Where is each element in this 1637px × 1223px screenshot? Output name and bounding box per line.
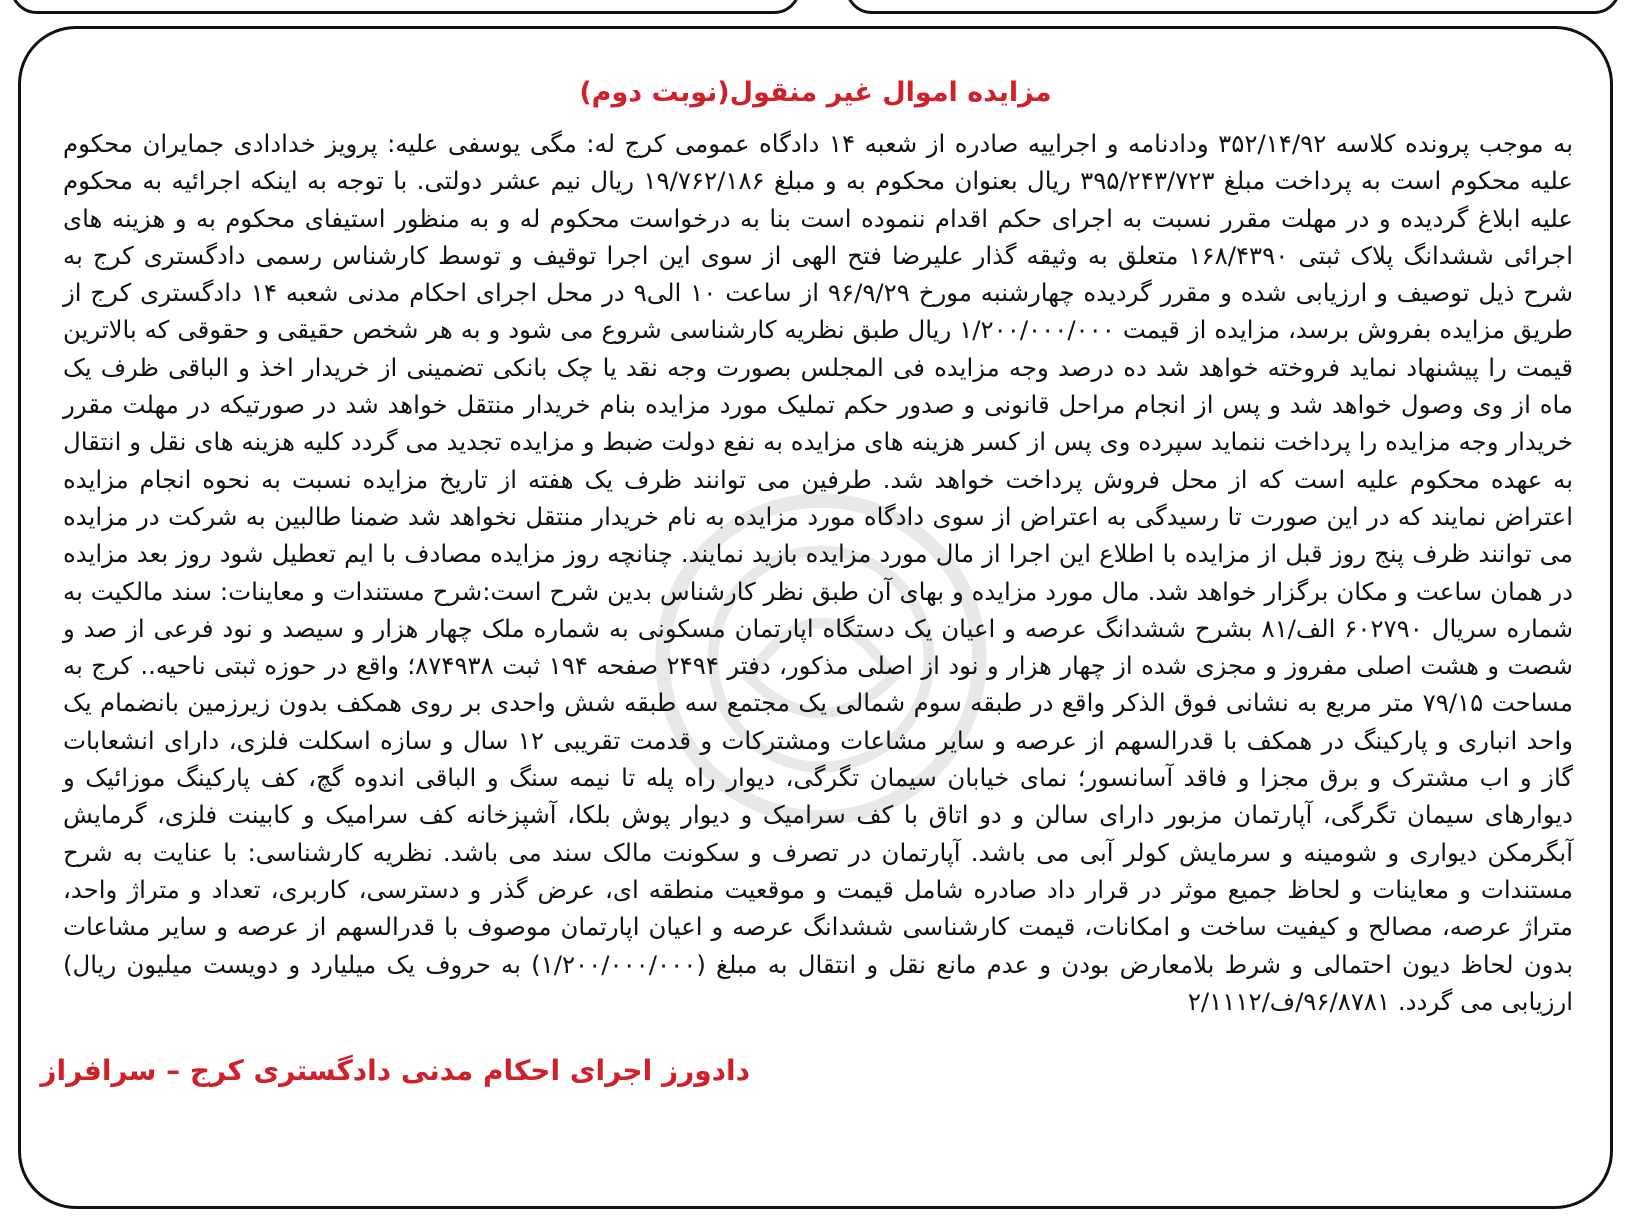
previous-notice-box-right xyxy=(845,0,1621,14)
previous-notice-box-left xyxy=(10,0,801,14)
notice-frame xyxy=(18,26,1613,1209)
notice-signature: دادورز اجرای احکام مدنی دادگستری کرج – سرافراز xyxy=(40,1054,750,1087)
notice-title: مزایده اموال غیر منقول(نوبت دوم) xyxy=(579,77,1052,108)
notice-body: به موجب پرونده کلاسه ۳۵۲/۱۴/۹۲ ودادنامه و اجراییه صادره از شعبه ۱۴ دادگاه عمومی کرج له: مگی یوسفی علیه: پرویز خدادادی جمایران محکوم علیه محکوم است به پرداخت مبلغ ۳۹۵/۲۴۳/۷۲۳ ریال بعنوان محکوم به و مبلغ ۱۹/۷۶۲/۱۸۶ ریال نیم عشر دولتی. با توجه به اینکه اجرائیه به محکوم علیه ابلاغ گردیده و در مهلت مقرر نسبت به اجرای حکم اقدام ننموده است بنا به درخواست محکوم له و به منظور استیفای محکوم به و هزینه های اجرائی ششدانگ پلاک ثبتی ۱۶۸/۴۳۹۰ متعلق به وثیقه گذار علیرضا فتح الهی از سوی این اجرا توقیف و توسط کارشناس رسمی دادگستری کرج به شرح ذیل توصیف و ارزیابی شده و مقرر گردیده چهارشنبه مورخ ۹۶/۹/۲۹ از ساعت ۱۰ الی۹ در محل اجرای احکام مدنی شعبه ۱۴ دادگستری کرج از طریق مزایده بفروش برسد، مزایده از قیمت ۱/۲۰۰/۰۰۰/۰۰۰ ریال طبق نظریه کارشناسی شروع می شود و به هر شخص حقیقی و حقوقی که بالاترین قیمت را پیشنهاد نماید فروخته خواهد شد ده درصد وجه مزایده فی المجلس بصورت وجه نقد یا چک بانکی تضمینی از خریدار اخذ و الباقی ظرف یک ماه از وی وصول خواهد شد و پس از انجام مراحل قانونی و صدور حکم تملیک مورد مزایده بنام خریدار منتقل خواهد شد در صورتیکه در مهلت مقرر خریدار وجه مزایده را پرداخت ننماید سپرده وی پس از کسر هزینه های مزایده به نفع دولت ضبط و مزایده تجدید می گردد کلیه هزینه های نقل و انتقال به عهده محکوم علیه است که از محل فروش پرداخت خواهد شد. طرفین می توانند ظرف یک هفته از تاریخ مزایده نسبت به نحوه انجام مزایده اعتراض نمایند که در این صورت تا رسیدگی به اعتراض از سوی دادگاه مورد مزایده به نام خریدار منتقل نخواهد شد ضمنا طالبین به شرکت در مزایده می توانند ظرف پنج روز قبل از مزایده با اطلاع این اجرا از مال مورد مزایده بازید نمایند. چنانچه روز مزایده مصادف با ایم تعطیل شود روز بعد مزایده در همان ساعت و مکان برگزار خواهد شد. مال مورد مزایده و بهای آن طبق نظر کارشناس بدین شرح است:شرح مستندات و معاینات: سند مالکیت به شماره سریال ۶۰۲۷۹۰ الف/۸۱ بشرح ششدانگ عرصه و اعیان یک دستگاه اپارتمان مسکونی به شماره ملک چهار هزار و سیصد و نود فرعی از صد و شصت و هشت اصلی مفروز و مجزی شده از چهار هزار و نود از اصلی مذکور، دفتر ۲۴۹۴ صفحه ۱۹۴ ثبت ۸۷۴۹۳۸؛ واقع در حوزه ثبتی ناحیه.. کرج به مساحت ۷۹/۱۵ متر مربع به نشانی فوق الذکر واقع در طبقه سوم شمالی یک مجتمع سه طبقه شش واحدی بر روی همکف بدون زیرزمین بانضمام یک واحد انباری و پارکینگ در همکف با قدرالسهم از عرصه و سایر مشاعات ومشترکات و قدمت تقریبی ۱۲ سال و سازه اسکلت فلزی، دارای انشعابات گاز و اب مشترک و برق مجزا و فاقد آسانسور؛ نمای خیابان سیمان تگرگی، دیوار راه پله تا نیمه سنگ و الباقی اندوه گچ، کف پارکینگ موزائیک و دیوارهای سیمان تگرگی، آپارتمان مزبور دارای سالن و دو اتاق با کف سرامیک و دیوار پوش بلکا، آشپزخانه کف سرامیک و کابینت فلزی، گرمایش آبگرمکن دیواری و شومینه و سرمایش کولر آبی می باشد. آپارتمان در تصرف و سکونت مالک سند می باشد. نظریه کارشناسی: با عنایت به شرح مستندات و معاینات و لحاظ جمیع موثر در قرار داد صادره شامل قیمت و موقعیت منطقه ای، عرض گذر و دسترسی، کاربری، تعداد و متراژ واحد، متراژ عرصه، مصالح و کیفیت ساخت و امکانات، قیمت کارشناسی ششدانگ عرصه و اعیان اپارتمان موصوف با قدرالسهم از عرصه و سایر مشاعات بدون لحاظ دیون احتمالی و شرط بلامعارض بودن و عدم مانع نقل و انتقال به مبلغ (۱/۲۰۰/۰۰۰/۰۰۰) به حروف یک میلیارد و دویست میلیون ریال) ارزیابی می گردد. ۹۶/۸۷۸۱/ف/۲/۱۱۱۲ xyxy=(63,129,1574,1016)
